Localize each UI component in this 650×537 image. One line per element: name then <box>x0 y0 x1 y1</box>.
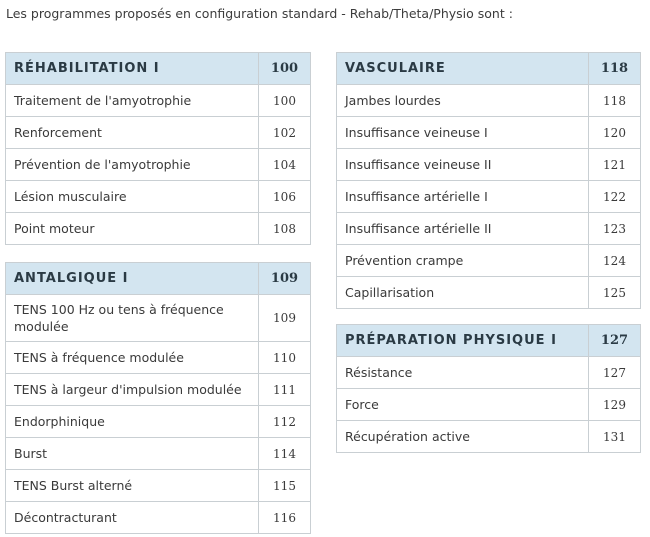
program-number: 118 <box>589 85 641 117</box>
table-row <box>6 502 311 534</box>
program-number: 123 <box>589 213 641 245</box>
program-number: 120 <box>589 117 641 149</box>
program-number: 124 <box>589 245 641 277</box>
table-number: 100 <box>259 53 311 85</box>
table-header <box>6 263 311 295</box>
table-title: RÉHABILITATION I <box>6 53 259 85</box>
program-label: Force <box>337 389 589 421</box>
table-title: PRÉPARATION PHYSIQUE I <box>337 325 589 357</box>
program-number: 115 <box>259 470 311 502</box>
program-number: 108 <box>259 213 311 245</box>
table-row <box>6 438 311 470</box>
program-number: 129 <box>589 389 641 421</box>
table-row <box>6 149 311 181</box>
table-row <box>337 213 641 245</box>
table-number: 127 <box>589 325 641 357</box>
program-label: Prévention crampe <box>337 245 589 277</box>
program-label: Capillarisation <box>337 277 589 309</box>
table-row <box>6 406 311 438</box>
table-vasculaire <box>336 52 641 309</box>
program-label: Lésion musculaire <box>6 181 259 213</box>
program-label: Burst <box>6 438 259 470</box>
program-label: TENS à largeur d'impulsion modulée <box>6 374 259 406</box>
program-number: 125 <box>589 277 641 309</box>
program-label: Insuffisance veineuse I <box>337 117 589 149</box>
table-row <box>6 213 311 245</box>
table-row <box>337 245 641 277</box>
table-row <box>6 181 311 213</box>
table-row <box>6 374 311 406</box>
program-number: 110 <box>259 342 311 374</box>
table-number: 109 <box>259 263 311 295</box>
program-label: Renforcement <box>6 117 259 149</box>
program-number: 102 <box>259 117 311 149</box>
program-number: 116 <box>259 502 311 534</box>
program-number: 100 <box>259 85 311 117</box>
table-row <box>337 421 641 453</box>
program-label: Insuffisance veineuse II <box>337 149 589 181</box>
table-row <box>337 277 641 309</box>
program-number: 106 <box>259 181 311 213</box>
program-label: Insuffisance artérielle II <box>337 213 589 245</box>
table-header <box>6 53 311 85</box>
table-row <box>6 342 311 374</box>
intro-text: Les programmes proposés en configuration standard - Rehab/Theta/Physio sont : <box>6 6 513 21</box>
table-row <box>6 117 311 149</box>
program-label: Jambes lourdes <box>337 85 589 117</box>
table-row <box>337 181 641 213</box>
table-row <box>337 389 641 421</box>
table-row <box>6 85 311 117</box>
program-label: TENS à fréquence modulée <box>6 342 259 374</box>
table-rehabilitation <box>5 52 311 245</box>
program-label: Point moteur <box>6 213 259 245</box>
program-label: TENS Burst alterné <box>6 470 259 502</box>
table-number: 118 <box>589 53 641 85</box>
program-label: Insuffisance artérielle I <box>337 181 589 213</box>
program-number: 104 <box>259 149 311 181</box>
program-number: 127 <box>589 357 641 389</box>
table-antalgique <box>5 262 311 534</box>
table-row <box>337 117 641 149</box>
table-row <box>337 357 641 389</box>
program-label: Traitement de l'amyotrophie <box>6 85 259 117</box>
program-label: TENS 100 Hz ou tens à fréquence modulée <box>6 295 259 342</box>
program-label: Prévention de l'amyotrophie <box>6 149 259 181</box>
program-number: 109 <box>259 295 311 342</box>
table-title: ANTALGIQUE I <box>6 263 259 295</box>
program-label: Récupération active <box>337 421 589 453</box>
table-preparation-physique <box>336 324 641 453</box>
program-label: Décontracturant <box>6 502 259 534</box>
table-header <box>337 53 641 85</box>
program-number: 111 <box>259 374 311 406</box>
table-title: VASCULAIRE <box>337 53 589 85</box>
program-number: 122 <box>589 181 641 213</box>
table-row <box>6 470 311 502</box>
program-label: Résistance <box>337 357 589 389</box>
program-number: 114 <box>259 438 311 470</box>
table-row <box>6 295 311 342</box>
program-number: 121 <box>589 149 641 181</box>
table-row <box>337 149 641 181</box>
table-row <box>337 85 641 117</box>
program-label: Endorphinique <box>6 406 259 438</box>
table-header <box>337 325 641 357</box>
program-number: 131 <box>589 421 641 453</box>
program-number: 112 <box>259 406 311 438</box>
